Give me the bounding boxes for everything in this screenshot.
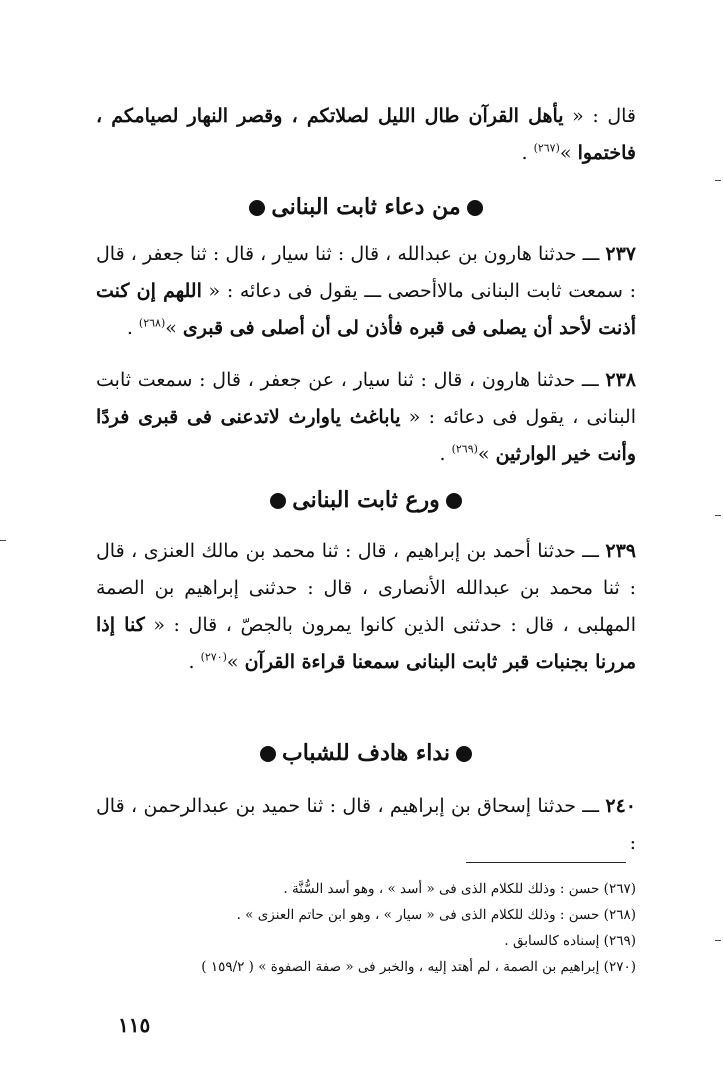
- footnote-ref: (٢٦٩): [451, 442, 478, 456]
- scan-mark: [715, 180, 721, 181]
- quote-close: »: [559, 142, 572, 164]
- bullet-dot-icon: [446, 493, 462, 509]
- footnotes: [150, 876, 636, 980]
- quote-text: اللهم إن كنت أذنت لأحد أن يصلى فى قبره فأذن لى أن أصلى فى قبرى: [96, 280, 636, 339]
- item-number: ٢٤٠: [605, 795, 636, 817]
- sentence-end: .: [188, 651, 195, 673]
- quote-intro: قال : «: [572, 105, 637, 127]
- quote-close: »: [165, 317, 177, 339]
- quote-text: كنا إذا مررنا بجنبات قبر ثابت البنانى سمعنا قراءة القرآن: [96, 614, 636, 673]
- footnote-ref: (٢٦٧): [533, 141, 560, 155]
- narration-text: ـــ حدثنا هارون ، قال : ثنا سيار ، عن جعفر ، قال : سمعت ثابت البنانى ، يقول فى دعائه : «: [96, 369, 636, 428]
- narration-text: ـــ حدثنا هارون بن عبدالله ، قال : ثنا سيار ، قال : ثنا جعفر ، قال : سمعت ثابت البنانى مالاأحصى ـــ يقول فى دعائه : «: [96, 243, 636, 302]
- footnote-268: (٢٦٨) حسن : وذلك للكلام الذى فى « سيار » ، وهو ابن حاتم العنزى » .: [236, 907, 636, 923]
- paragraph-240: [96, 788, 636, 862]
- quote-text: يأهل القرآن طال الليل لصلاتكم ، وقصر النهار لصيامكم ، فاختموا: [96, 105, 636, 164]
- sentence-end: .: [126, 317, 133, 339]
- footnote-ref: (٢٦٨): [138, 316, 166, 330]
- bullet-dot-icon: [249, 200, 265, 216]
- scan-mark: [715, 515, 721, 516]
- page-number: ١١٥: [118, 1013, 151, 1037]
- paragraph-237: [96, 236, 636, 347]
- quote-close: »: [226, 651, 239, 673]
- paragraph-intro: [96, 98, 636, 172]
- scan-mark: [715, 940, 721, 941]
- heading-text: من دعاء ثابت البنانى: [271, 194, 461, 220]
- footnote-270: (٢٧٠) إبراهيم بن الصمة ، لم أهتد إليه ، والخبر فى « صفة الصفوة » ( ١٥٩/٢ ): [201, 959, 636, 975]
- section-heading-youth: [96, 737, 636, 769]
- item-number: ٢٣٩: [605, 540, 637, 562]
- bullet-dot-icon: [456, 746, 472, 762]
- quote-text: ياباغث ياوارث لاتدعنى فى قبرى فردًا وأنت خير الوارثين: [96, 406, 636, 465]
- narration-text: ـــ حدثنا إسحاق بن إبراهيم ، قال : ثنا حميد بن عبدالرحمن ، قال :: [96, 795, 636, 854]
- heading-text: نداء هادف للشباب: [281, 740, 451, 766]
- bullet-dot-icon: [270, 493, 286, 509]
- footnote-divider: [466, 862, 626, 863]
- footnote-267: (٢٦٧) حسن : وذلك للكلام الذى فى « أسد » ، وهو أسد السُّنَّة .: [283, 881, 636, 897]
- scan-mark: [0, 540, 6, 541]
- narration-text: ـــ حدثنا أحمد بن إبراهيم ، قال : ثنا محمد بن مالك العنزى ، قال : ثنا محمد بن عبدالله الأنصارى ، قال : حدثنى إبراهيم بن الصمة المهلبى ، قال : حدثنى الذين كانوا يمرون بالجصّ ، قال : «: [96, 540, 636, 636]
- bullet-dot-icon: [467, 200, 483, 216]
- item-number: ٢٣٧: [605, 243, 636, 265]
- footnote-269: (٢٦٩) إسناده كالسابق .: [504, 933, 636, 949]
- bullet-dot-icon: [260, 746, 276, 762]
- heading-text: ورع ثابت البنانى: [292, 487, 440, 513]
- section-heading-dua: [96, 191, 636, 223]
- paragraph-239: [96, 533, 636, 681]
- item-number: ٢٣٨: [605, 369, 636, 391]
- footnote-ref: (٢٧٠): [200, 650, 227, 664]
- section-heading-wara: [96, 484, 636, 516]
- sentence-end: .: [439, 443, 446, 465]
- paragraph-238: [96, 362, 636, 473]
- sentence-end: .: [521, 142, 528, 164]
- quote-close: »: [477, 443, 490, 465]
